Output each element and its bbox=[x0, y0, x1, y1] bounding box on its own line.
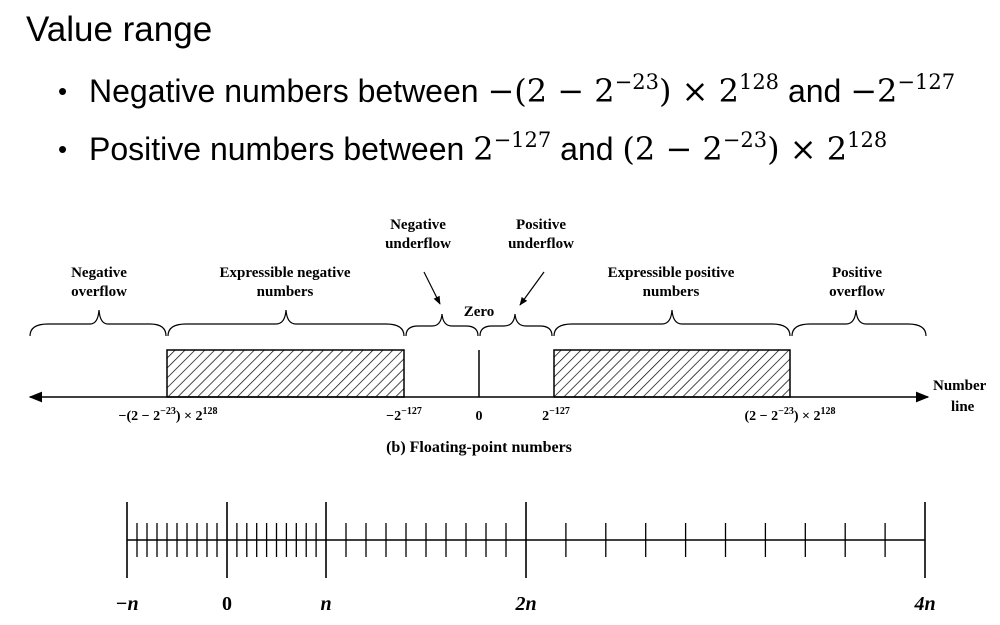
label-expressible-negative: Expressible negative numbers bbox=[219, 265, 351, 300]
bullet-dot: • bbox=[58, 76, 68, 106]
bullet-text-and: and bbox=[551, 131, 623, 167]
tick-label-4n: 4n bbox=[914, 593, 936, 615]
tick-label-neg-n: −n bbox=[115, 593, 139, 615]
label-pos-underflow: Positive underflow bbox=[508, 217, 574, 252]
density-tick-labels bbox=[115, 593, 935, 615]
density-number-line bbox=[127, 502, 925, 578]
tick-label-zero: 0 bbox=[222, 593, 232, 615]
math-expression: $2^{-127}$ bbox=[473, 128, 552, 168]
axis-label-pos-max: $(2 - 2^{-23}) \times 2^{128}$ bbox=[744, 406, 836, 424]
expressible-positive-range bbox=[554, 350, 790, 397]
brace-expressible-positive bbox=[554, 310, 790, 336]
neg-underflow-arrow bbox=[424, 272, 440, 304]
diagram-caption: (b) Floating-point numbers bbox=[386, 439, 572, 456]
density-ticks bbox=[127, 502, 925, 578]
number-line-label: Number line bbox=[933, 378, 987, 415]
brace-pos-overflow bbox=[792, 310, 926, 336]
math-expression: $-2^{-127}$ bbox=[850, 70, 956, 110]
bullet-text-and: and bbox=[779, 73, 851, 109]
label-expressible-positive: Expressible positive numbers bbox=[607, 265, 735, 300]
axis-label-pos-min: $2^{-127}$ bbox=[542, 406, 570, 424]
bullet-dot: • bbox=[58, 134, 68, 164]
label-zero: Zero bbox=[463, 304, 495, 320]
slide-title: Value range bbox=[26, 10, 213, 49]
label-pos-overflow: Positive overflow bbox=[829, 265, 885, 300]
label-neg-underflow: Negative underflow bbox=[385, 217, 451, 252]
tick-label-n: n bbox=[320, 593, 332, 615]
axis-label-zero: 0 bbox=[475, 409, 483, 424]
axis-label-neg-min: $-2^{-127}$ bbox=[386, 406, 422, 424]
pos-underflow-arrow bbox=[520, 272, 544, 305]
label-neg-overflow: Negative overflow bbox=[71, 265, 127, 300]
expressible-negative-range bbox=[167, 350, 404, 397]
bullet-text: Positive numbers between bbox=[89, 131, 474, 167]
tick-label-2n: 2n bbox=[515, 593, 537, 615]
math-expression: $(2 - 2^{-23}) \times 2^{128}$ bbox=[622, 128, 888, 168]
bullet-text: Negative numbers between bbox=[89, 73, 488, 109]
brace-neg-overflow bbox=[30, 310, 166, 336]
brace-expressible-negative bbox=[168, 310, 404, 336]
axis-label-neg-max: $-(2 - 2^{-23}) \times 2^{128}$ bbox=[118, 406, 218, 424]
math-expression: $-(2 - 2^{-23}) \times 2^{128}$ bbox=[487, 70, 780, 110]
